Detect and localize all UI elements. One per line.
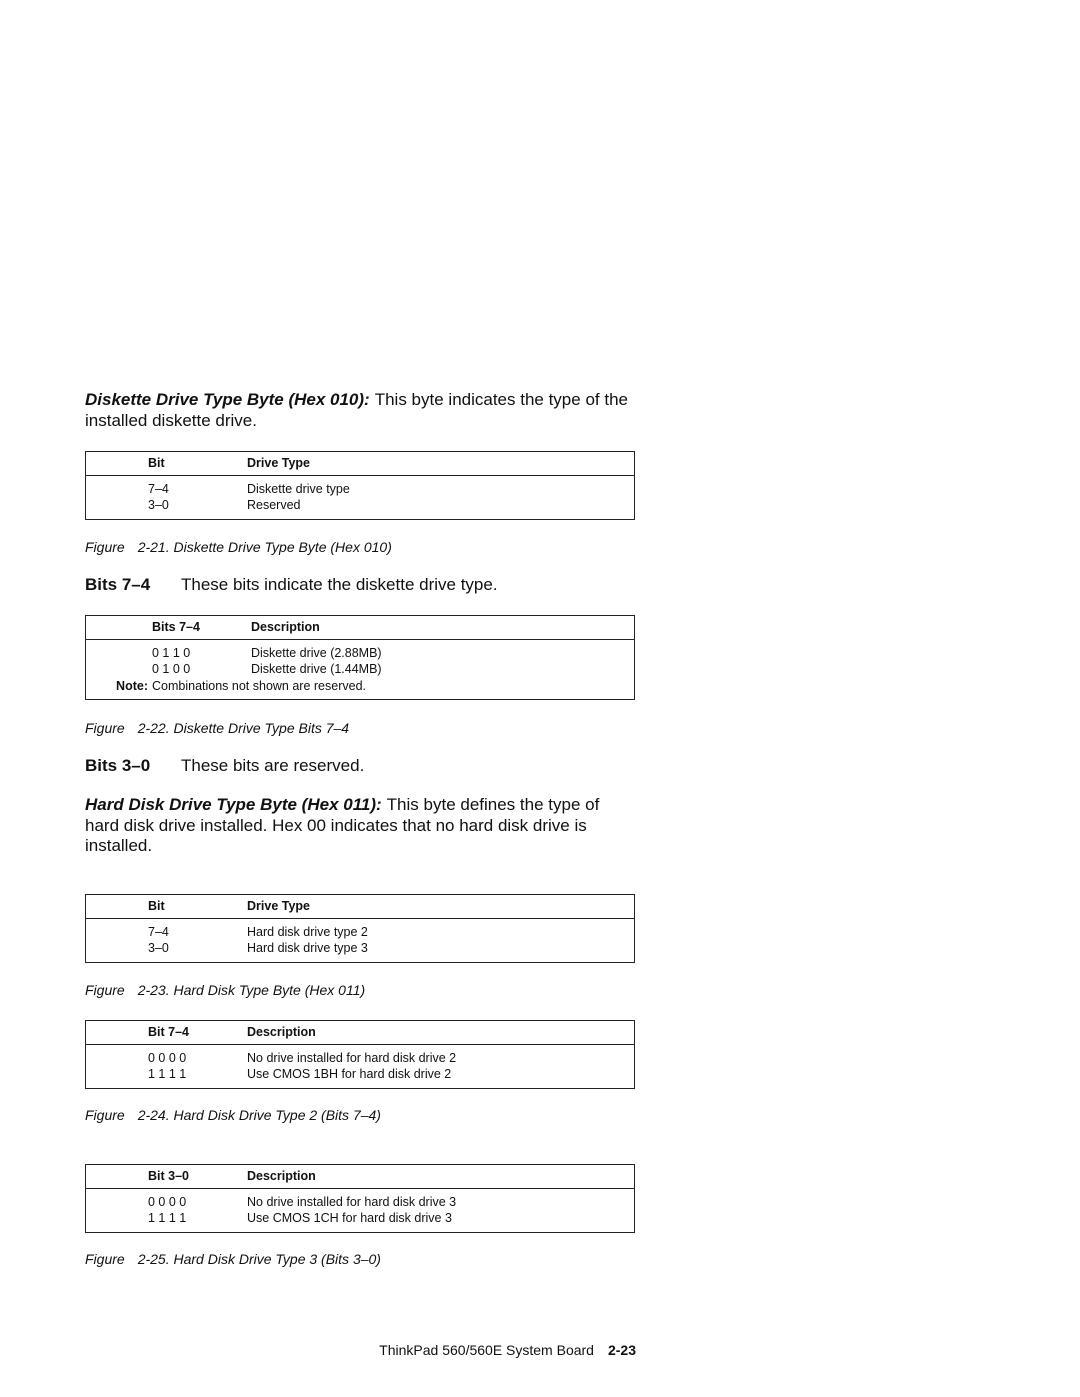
table-cell: 7–4 [148, 924, 169, 939]
figure-caption: Figure 2-22. Diskette Drive Type Bits 7–4 [85, 720, 350, 736]
table-cell: 1 1 1 1 [148, 1067, 187, 1081]
table-cell: 3–0 [148, 941, 169, 955]
note-text: Combinations not shown are reserved. [152, 678, 367, 693]
column-header: Drive Type [247, 895, 635, 919]
hard-disk-drive-type-heading: Hard Disk Drive Type Byte (Hex 011): [85, 795, 382, 814]
table-header-row [86, 895, 635, 919]
table-row [86, 1188, 635, 1210]
column-header: Bits 7–4 [152, 616, 251, 640]
column-header: Description [251, 616, 635, 640]
table-header-row [86, 1021, 635, 1045]
bits-text: These bits are reserved. [181, 756, 365, 775]
table-header-row [86, 1165, 635, 1189]
hard-disk-drive-type-3-table [85, 1164, 635, 1233]
figure-caption: Figure 2-21. Diskette Drive Type Byte (Hex 010) [85, 539, 392, 555]
table-cell: Use CMOS 1BH for hard disk drive 2 [247, 1067, 452, 1081]
diskette-drive-type-heading: Diskette Drive Type Byte (Hex 010): [85, 390, 370, 409]
bits-label: Bits 7–4 [85, 575, 151, 594]
table-row [86, 639, 635, 661]
table-cell: 7–4 [148, 481, 169, 496]
table-note-row [86, 678, 635, 700]
column-header: Bit 3–0 [148, 1165, 247, 1189]
table-cell: Hard disk drive type 2 [247, 924, 368, 939]
diskette-drive-type-text: This byte indicates the type of the installed diskette drive. [85, 390, 628, 430]
table-cell: 0 0 0 0 [148, 1194, 187, 1209]
column-header: Description [247, 1165, 635, 1189]
table-row [86, 497, 635, 519]
diskette-drive-bits-table [85, 615, 635, 700]
table-cell: 0 1 0 0 [152, 662, 191, 676]
footer-title: ThinkPad 560/560E System Board [379, 1342, 594, 1358]
page-number: 2-23 [607, 1342, 636, 1358]
table-row [86, 661, 635, 678]
table-row [86, 1210, 635, 1232]
table-row [86, 1044, 635, 1066]
figure-caption: Figure 2-25. Hard Disk Drive Type 3 (Bits 3–0) [85, 1251, 381, 1267]
table-cell: Reserved [247, 498, 301, 512]
column-header: Description [247, 1021, 635, 1045]
table-cell: Diskette drive (2.88MB) [251, 645, 382, 660]
diskette-drive-type-paragraph [85, 390, 635, 431]
table-cell: 1 1 1 1 [148, 1211, 187, 1225]
figure-caption: Figure 2-23. Hard Disk Type Byte (Hex 011) [85, 982, 366, 998]
column-header: Bit [148, 895, 247, 919]
table-cell: No drive installed for hard disk drive 3 [247, 1194, 457, 1209]
page-footer [300, 1341, 636, 1359]
column-header: Bit 7–4 [148, 1021, 247, 1045]
column-header: Drive Type [247, 452, 635, 476]
diskette-drive-type-table [85, 451, 635, 520]
hard-disk-drive-type-paragraph [85, 795, 635, 857]
note-label: Note: [116, 678, 148, 693]
column-header: Bit [148, 452, 247, 476]
table-cell: Diskette drive type [247, 481, 350, 496]
table-header-row [86, 616, 635, 640]
bits-label: Bits 3–0 [85, 756, 151, 775]
table-cell: 0 0 0 0 [148, 1050, 187, 1065]
hard-disk-drive-type-text: This byte defines the type of hard disk drive installed. Hex 00 indicates that no hard disk drive is installed. [85, 795, 600, 855]
table-row [86, 475, 635, 497]
hard-disk-drive-type-2-table [85, 1020, 635, 1089]
table-row [86, 1066, 635, 1088]
table-cell: 0 1 1 0 [152, 645, 191, 660]
table-cell: No drive installed for hard disk drive 2 [247, 1050, 457, 1065]
hard-disk-drive-type-table [85, 894, 635, 963]
bits-7-4-description [85, 575, 635, 595]
table-row [86, 918, 635, 940]
table-cell: Use CMOS 1CH for hard disk drive 3 [247, 1211, 452, 1225]
bits-3-0-description [85, 756, 635, 776]
table-header-row [86, 452, 635, 476]
figure-caption: Figure 2-24. Hard Disk Drive Type 2 (Bits 7–4) [85, 1107, 381, 1123]
bits-text: These bits indicate the diskette drive type. [181, 575, 498, 594]
table-cell: Diskette drive (1.44MB) [251, 662, 382, 676]
table-cell: Hard disk drive type 3 [247, 941, 368, 955]
table-row [86, 940, 635, 962]
table-cell: 3–0 [148, 498, 169, 512]
